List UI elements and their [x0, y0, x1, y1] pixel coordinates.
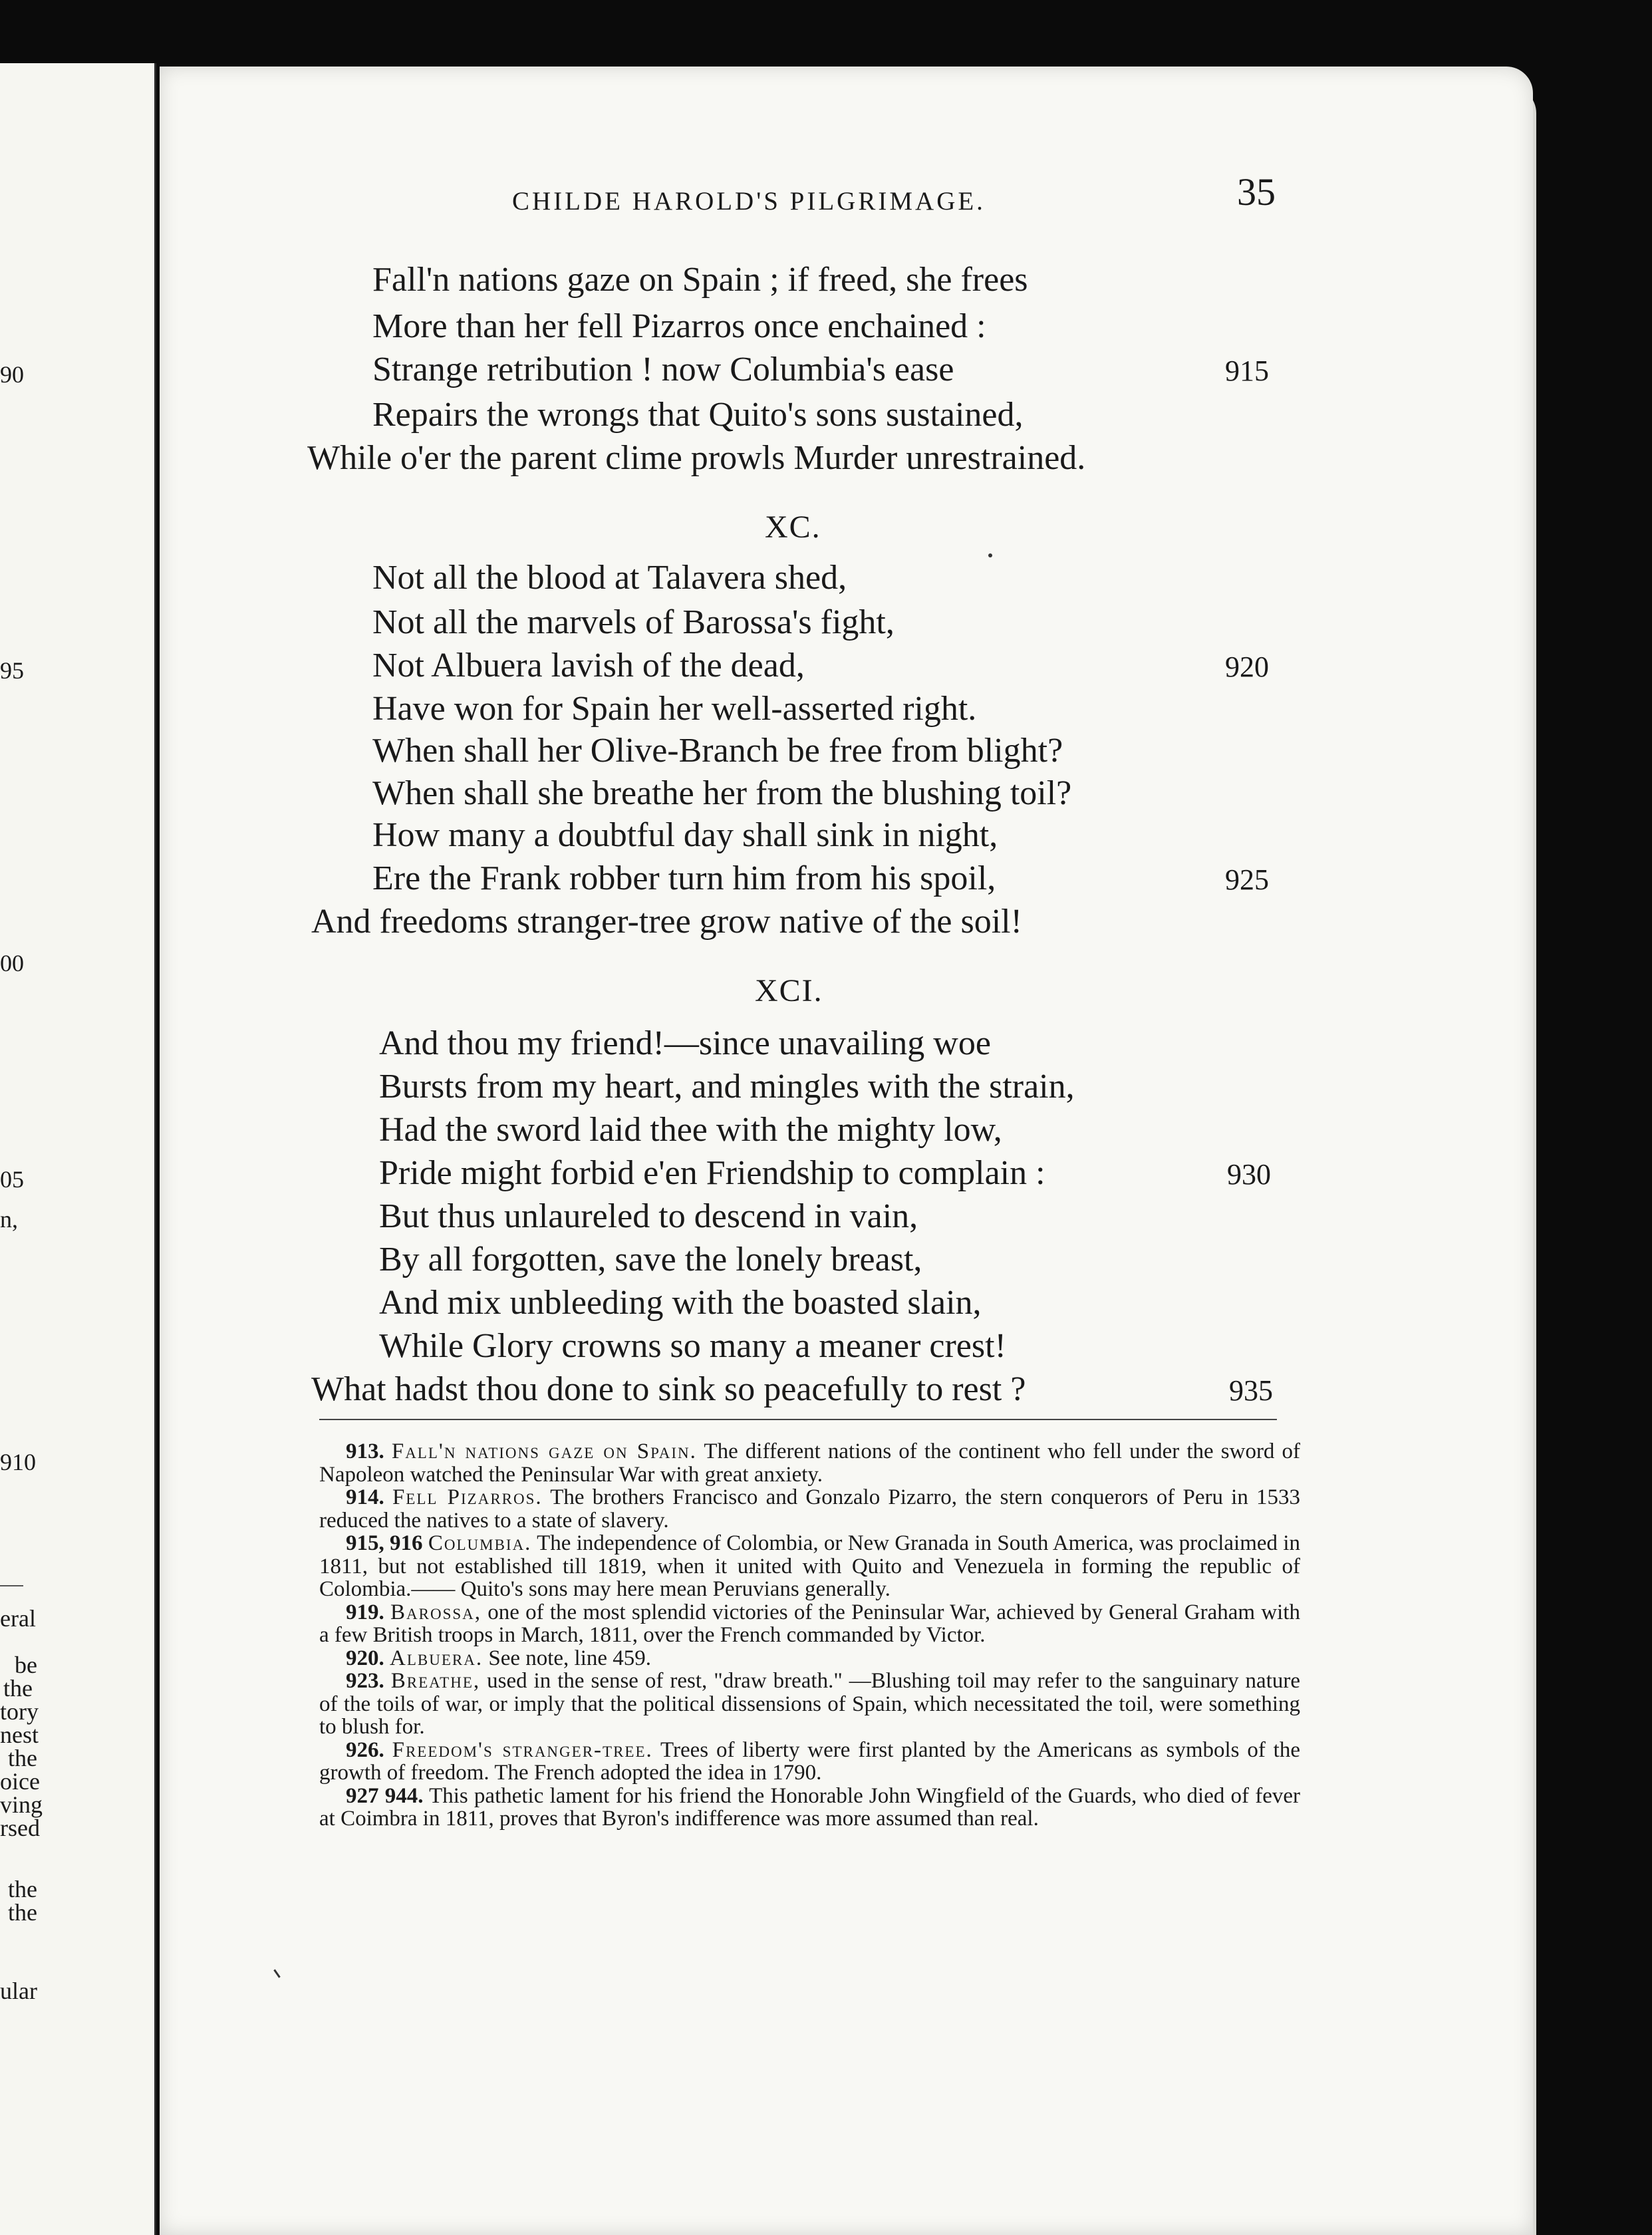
left-margin-fragment: ving [0, 1791, 43, 1818]
verse-line: Repairs the wrongs that Quito's sons sustained, [372, 396, 1024, 434]
footnotes [319, 1440, 1300, 1831]
left-margin-fragment: be [15, 1652, 37, 1678]
verse-line: And freedoms stranger-tree grow native of the soil! [311, 903, 1022, 941]
verse-line: Bursts from my heart, and mingles with the strain, [379, 1068, 1075, 1106]
verse-line: Strange retribution ! now Columbia's ease [372, 351, 954, 388]
footnote: 927 944. This pathetic lament for his friend the Honorable John Wingfield of the Guards, who died of fever at Coimbra in 1811, proves that Byron's indifference was more assumed than real. [319, 1783, 1300, 1831]
page-number: 35 [1237, 170, 1276, 214]
verse-line: When shall she breathe her from the blushing toil? [372, 774, 1072, 812]
verse-line: And thou my friend!—since unavailing woe [379, 1024, 991, 1062]
line-number: 930 [1227, 1158, 1271, 1191]
left-margin-fragment: eral [0, 1605, 36, 1632]
verse-line: What hadst thou done to sink so peacefully to rest ? [311, 1370, 1026, 1408]
verse-line: Ere the Frank robber turn him from his spoil, [372, 859, 996, 897]
line-number: 925 [1225, 863, 1269, 896]
verse-line: Have won for Spain her well-asserted right. [372, 690, 977, 728]
footnote-rule [319, 1419, 1277, 1420]
left-margin-fragment: 95 [0, 657, 24, 684]
verse-line: While o'er the parent clime prowls Murder unrestrained. [307, 439, 1086, 477]
verse-line: More than her fell Pizarros once enchained : [372, 307, 986, 345]
left-margin-fragment: the [8, 1745, 37, 1771]
footnote: 913. Fall'n nations gaze on Spain. The different nations of the continent who fell under the sword of Napoleon watched the Peninsular War with great anxiety. [319, 1439, 1301, 1487]
stanza-number: XC. [765, 510, 821, 545]
footnote: 926. Freedom's stranger-tree. Trees of liberty were first planted by the Americans as symbols of the growth of freedom. The French adopted the idea in 1790. [319, 1737, 1300, 1785]
left-margin-fragment: ular [0, 1978, 37, 2004]
footnote: 919. Barossa, one of the most splendid victories of the Peninsular War, achieved by General Graham with a few British troops in March, 1811, over the French commanded by Victor. [319, 1600, 1301, 1647]
footnote: 920. Albuera. See note, line 459. [346, 1646, 652, 1670]
footnote: 914. Fell Pizarros. The brothers Francisco and Gonzalo Pizarro, the stern conquerors of Peru in 1533 reduced the natives to a state of slavery. [319, 1485, 1301, 1533]
print-speck [988, 553, 992, 557]
left-margin-fragment: nest [0, 1721, 39, 1748]
left-margin-fragment: the [8, 1899, 37, 1926]
left-margin-fragment: 90 [0, 361, 24, 388]
verse-line: While Glory crowns so many a meaner crest! [379, 1327, 1006, 1365]
verse-line: But thus unlaureled to descend in vain, [379, 1197, 918, 1235]
left-margin-fragment: 00 [0, 950, 24, 976]
verse-line: How many a doubtful day shall sink in night, [372, 816, 998, 854]
verse-line: When shall her Olive-Branch be free from blight? [372, 732, 1063, 770]
verse-line: Not Albuera lavish of the dead, [372, 647, 805, 684]
footnote: 923. Breathe, used in the sense of rest, "draw breath." —Blushing toil may refer to the sanguinary nature of the toils of war, or imply that the political dissensions of Spain, which necessitated the toil, were something to blush for. [319, 1669, 1301, 1739]
left-margin-rule [0, 1585, 23, 1586]
left-margin-fragment: tory [0, 1698, 39, 1725]
verse-line: By all forgotten, save the lonely breast, [379, 1241, 922, 1278]
verse-line: Had the sword laid thee with the mighty low, [379, 1111, 1002, 1149]
verse-line: Not all the marvels of Barossa's fight, [372, 603, 895, 641]
stanza-number: XCI. [755, 973, 823, 1008]
left-margin-fragment: 910 [0, 1449, 36, 1475]
verse-line: Fall'n nations gaze on Spain ; if freed, she frees [372, 261, 1028, 299]
left-margin-fragment: n, [0, 1206, 18, 1233]
left-margin-fragment: 05 [0, 1166, 24, 1193]
left-margin-fragment: the [3, 1675, 33, 1702]
verse-line: Not all the blood at Talavera shed, [372, 559, 847, 597]
line-number: 915 [1225, 355, 1269, 387]
verse-line: And mix unbleeding with the boasted slain, [379, 1284, 982, 1322]
book-page [160, 67, 1533, 2235]
running-title: CHILDE HAROLD'S PILGRIMAGE. [512, 187, 986, 216]
footnote: 915, 916 Columbia. The independence of Colombia, or New Granada in South America, was proclaimed in 1811, but not established till 1819, when it united with Quito and Venezuela in forming the republic of Colombia.—— Quito's sons may here mean Peruvians generally. [319, 1531, 1300, 1601]
verse-line: Pride might forbid e'en Friendship to complain : [379, 1154, 1045, 1192]
left-margin-fragment: oice [0, 1768, 40, 1795]
left-margin-fragment: the [8, 1876, 37, 1902]
line-number: 920 [1225, 651, 1269, 683]
left-margin-fragment: rsed [0, 1815, 40, 1841]
line-number: 935 [1229, 1374, 1273, 1407]
